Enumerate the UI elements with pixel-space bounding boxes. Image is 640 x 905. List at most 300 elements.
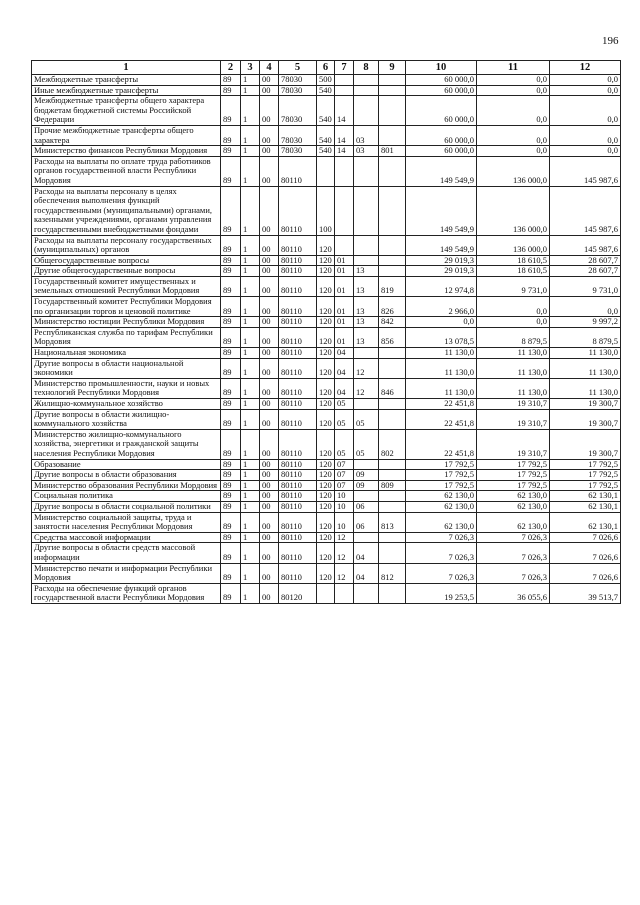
code-cell: 13 <box>354 297 379 317</box>
code-cell: 80110 <box>279 378 317 398</box>
amount-cell: 7 026,3 <box>406 543 477 563</box>
code-cell: 80110 <box>279 276 317 296</box>
code-cell: 89 <box>221 146 241 157</box>
code-cell: 1 <box>241 85 260 96</box>
code-cell: 1 <box>241 125 260 145</box>
column-header-10: 10 <box>406 61 477 75</box>
code-cell: 89 <box>221 459 241 470</box>
code-cell <box>354 255 379 266</box>
table-row <box>32 459 621 470</box>
code-cell: 78030 <box>279 125 317 145</box>
amount-cell: 11 130,0 <box>477 378 550 398</box>
amount-cell: 17 792,5 <box>550 470 621 481</box>
code-cell: 80110 <box>279 348 317 359</box>
row-name-cell: Жилищно-коммунальное хозяйство <box>32 399 221 410</box>
amount-cell: 11 130,0 <box>477 358 550 378</box>
code-cell: 120 <box>317 491 335 502</box>
code-cell: 00 <box>260 543 279 563</box>
code-cell: 89 <box>221 470 241 481</box>
row-name-cell: Другие вопросы в области средств массовой информации <box>32 543 221 563</box>
amount-cell: 145 987,6 <box>550 235 621 255</box>
amount-cell: 29 019,3 <box>406 266 477 277</box>
code-cell <box>335 75 354 86</box>
code-cell: 00 <box>260 255 279 266</box>
code-cell: 01 <box>335 266 354 277</box>
table-row <box>32 297 621 317</box>
amount-cell: 19 300,7 <box>550 429 621 459</box>
code-cell: 89 <box>221 317 241 328</box>
code-cell: 809 <box>379 480 406 491</box>
row-name-cell: Министерство образования Республики Мордовия <box>32 480 221 491</box>
code-cell: 80110 <box>279 235 317 255</box>
code-cell <box>379 358 406 378</box>
code-cell <box>335 85 354 96</box>
code-cell <box>379 543 406 563</box>
code-cell: 00 <box>260 532 279 543</box>
amount-cell: 0,0 <box>477 75 550 86</box>
code-cell: 120 <box>317 348 335 359</box>
code-cell: 78030 <box>279 96 317 126</box>
code-cell: 1 <box>241 470 260 481</box>
code-cell: 00 <box>260 429 279 459</box>
code-cell: 89 <box>221 358 241 378</box>
amount-cell: 9 731,0 <box>550 276 621 296</box>
amount-cell: 62 130,0 <box>406 491 477 502</box>
code-cell: 1 <box>241 297 260 317</box>
table-row <box>32 255 621 266</box>
amount-cell: 28 607,7 <box>550 255 621 266</box>
code-cell: 13 <box>354 276 379 296</box>
code-cell: 89 <box>221 429 241 459</box>
code-cell: 1 <box>241 501 260 512</box>
code-cell <box>354 96 379 126</box>
amount-cell: 62 130,0 <box>477 501 550 512</box>
code-cell <box>335 156 354 186</box>
code-cell: 13 <box>354 327 379 347</box>
code-cell <box>379 96 406 126</box>
code-cell: 89 <box>221 409 241 429</box>
code-cell: 00 <box>260 399 279 410</box>
amount-cell: 7 026,6 <box>550 563 621 583</box>
code-cell: 05 <box>335 399 354 410</box>
amount-cell: 7 026,3 <box>477 532 550 543</box>
table-row <box>32 501 621 512</box>
code-cell: 120 <box>317 297 335 317</box>
code-cell: 500 <box>317 75 335 86</box>
amount-cell: 11 130,0 <box>406 348 477 359</box>
code-cell: 00 <box>260 459 279 470</box>
row-name-cell: Министерство социальной защиты, труда и занятости населения Республики Мордовия <box>32 512 221 532</box>
code-cell: 12 <box>354 358 379 378</box>
code-cell: 04 <box>335 358 354 378</box>
code-cell: 06 <box>354 501 379 512</box>
code-cell: 00 <box>260 85 279 96</box>
code-cell <box>335 186 354 235</box>
code-cell: 120 <box>317 470 335 481</box>
code-cell: 89 <box>221 512 241 532</box>
code-cell <box>379 125 406 145</box>
row-name-cell: Национальная экономика <box>32 348 221 359</box>
amount-cell: 17 792,5 <box>406 459 477 470</box>
column-header-11: 11 <box>477 61 550 75</box>
amount-cell: 12 974,8 <box>406 276 477 296</box>
amount-cell: 39 513,7 <box>550 583 621 603</box>
amount-cell: 11 130,0 <box>550 358 621 378</box>
code-cell <box>379 583 406 603</box>
amount-cell: 9 731,0 <box>477 276 550 296</box>
code-cell: 01 <box>335 276 354 296</box>
code-cell: 1 <box>241 480 260 491</box>
code-cell: 120 <box>317 255 335 266</box>
code-cell: 00 <box>260 512 279 532</box>
code-cell: 100 <box>317 186 335 235</box>
budget-table <box>31 60 621 604</box>
code-cell <box>379 409 406 429</box>
code-cell: 120 <box>317 378 335 398</box>
amount-cell: 7 026,3 <box>477 563 550 583</box>
amount-cell: 18 610,5 <box>477 255 550 266</box>
code-cell: 00 <box>260 317 279 328</box>
table-row <box>32 358 621 378</box>
table-row <box>32 348 621 359</box>
column-header-4: 4 <box>260 61 279 75</box>
code-cell: 89 <box>221 583 241 603</box>
row-name-cell: Общегосударственные вопросы <box>32 255 221 266</box>
code-cell <box>335 235 354 255</box>
code-cell <box>354 75 379 86</box>
table-row <box>32 125 621 145</box>
row-name-cell: Образование <box>32 459 221 470</box>
code-cell: 01 <box>335 255 354 266</box>
code-cell: 80110 <box>279 470 317 481</box>
code-cell: 89 <box>221 563 241 583</box>
code-cell: 120 <box>317 327 335 347</box>
amount-cell: 136 000,0 <box>477 156 550 186</box>
code-cell: 04 <box>335 348 354 359</box>
code-cell: 856 <box>379 327 406 347</box>
code-cell: 1 <box>241 96 260 126</box>
table-body <box>32 75 621 604</box>
amount-cell: 0,0 <box>550 146 621 157</box>
code-cell: 1 <box>241 378 260 398</box>
row-name-cell: Другие вопросы в области жилищно-коммунального хозяйства <box>32 409 221 429</box>
code-cell: 1 <box>241 583 260 603</box>
code-cell: 80110 <box>279 156 317 186</box>
code-cell: 00 <box>260 235 279 255</box>
code-cell <box>354 235 379 255</box>
amount-cell: 62 130,1 <box>550 501 621 512</box>
code-cell: 14 <box>335 125 354 145</box>
row-name-cell: Иные межбюджетные трансферты <box>32 85 221 96</box>
amount-cell: 0,0 <box>550 85 621 96</box>
amount-cell: 0,0 <box>477 317 550 328</box>
code-cell <box>335 583 354 603</box>
code-cell: 1 <box>241 399 260 410</box>
code-cell <box>379 459 406 470</box>
code-cell <box>379 75 406 86</box>
code-cell: 89 <box>221 532 241 543</box>
code-cell: 00 <box>260 358 279 378</box>
code-cell: 80110 <box>279 266 317 277</box>
code-cell: 03 <box>354 146 379 157</box>
code-cell <box>354 85 379 96</box>
code-cell: 05 <box>354 429 379 459</box>
code-cell: 80110 <box>279 297 317 317</box>
code-cell: 1 <box>241 276 260 296</box>
code-cell: 1 <box>241 429 260 459</box>
code-cell: 813 <box>379 512 406 532</box>
code-cell: 120 <box>317 543 335 563</box>
code-cell: 09 <box>354 480 379 491</box>
code-cell: 120 <box>317 266 335 277</box>
code-cell: 14 <box>335 146 354 157</box>
amount-cell: 62 130,1 <box>550 512 621 532</box>
column-header-6: 6 <box>317 61 335 75</box>
code-cell: 89 <box>221 327 241 347</box>
amount-cell: 60 000,0 <box>406 75 477 86</box>
amount-cell: 17 792,5 <box>477 459 550 470</box>
table-row <box>32 491 621 502</box>
code-cell: 120 <box>317 235 335 255</box>
code-cell <box>354 532 379 543</box>
amount-cell: 0,0 <box>550 125 621 145</box>
amount-cell: 11 130,0 <box>406 378 477 398</box>
code-cell: 00 <box>260 480 279 491</box>
table-row <box>32 480 621 491</box>
code-cell <box>354 583 379 603</box>
code-cell <box>379 235 406 255</box>
amount-cell: 0,0 <box>406 317 477 328</box>
code-cell: 80110 <box>279 399 317 410</box>
amount-cell: 8 879,5 <box>477 327 550 347</box>
code-cell: 89 <box>221 75 241 86</box>
code-cell: 00 <box>260 266 279 277</box>
code-cell: 06 <box>354 512 379 532</box>
code-cell: 80110 <box>279 501 317 512</box>
code-cell <box>379 348 406 359</box>
amount-cell: 17 792,5 <box>406 470 477 481</box>
code-cell <box>354 156 379 186</box>
code-cell: 00 <box>260 186 279 235</box>
code-cell: 1 <box>241 327 260 347</box>
code-cell: 120 <box>317 399 335 410</box>
code-cell: 89 <box>221 156 241 186</box>
code-cell: 05 <box>335 429 354 459</box>
amount-cell: 60 000,0 <box>406 96 477 126</box>
code-cell: 80110 <box>279 480 317 491</box>
code-cell: 1 <box>241 459 260 470</box>
amount-cell: 29 019,3 <box>406 255 477 266</box>
row-name-cell: Министерство юстиции Республики Мордовия <box>32 317 221 328</box>
code-cell: 120 <box>317 358 335 378</box>
code-cell: 00 <box>260 125 279 145</box>
column-header-1: 1 <box>32 61 221 75</box>
table-row <box>32 266 621 277</box>
code-cell: 04 <box>354 563 379 583</box>
amount-cell: 19 300,7 <box>550 399 621 410</box>
row-name-cell: Другие вопросы в области социальной политики <box>32 501 221 512</box>
code-cell <box>379 186 406 235</box>
table-row <box>32 378 621 398</box>
code-cell: 1 <box>241 75 260 86</box>
code-cell: 1 <box>241 348 260 359</box>
amount-cell: 0,0 <box>477 146 550 157</box>
amount-cell: 62 130,0 <box>406 512 477 532</box>
code-cell <box>354 459 379 470</box>
amount-cell: 17 792,5 <box>477 470 550 481</box>
amount-cell: 36 055,6 <box>477 583 550 603</box>
table-row <box>32 156 621 186</box>
code-cell <box>379 156 406 186</box>
row-name-cell: Средства массовой информации <box>32 532 221 543</box>
code-cell: 540 <box>317 146 335 157</box>
row-name-cell: Межбюджетные трансферты общего характера бюджетам бюджетной системы Российской Федерации <box>32 96 221 126</box>
code-cell: 80110 <box>279 563 317 583</box>
code-cell: 07 <box>335 470 354 481</box>
amount-cell: 7 026,3 <box>406 563 477 583</box>
table-row <box>32 543 621 563</box>
row-name-cell: Межбюджетные трансферты <box>32 75 221 86</box>
amount-cell: 0,0 <box>550 96 621 126</box>
code-cell: 00 <box>260 146 279 157</box>
code-cell: 05 <box>335 409 354 429</box>
amount-cell: 11 130,0 <box>550 378 621 398</box>
code-cell: 89 <box>221 297 241 317</box>
code-cell: 1 <box>241 543 260 563</box>
amount-cell: 149 549,9 <box>406 235 477 255</box>
code-cell: 89 <box>221 125 241 145</box>
table-row <box>32 186 621 235</box>
row-name-cell: Республиканская служба по тарифам Республики Мордовия <box>32 327 221 347</box>
code-cell: 04 <box>335 378 354 398</box>
code-cell: 01 <box>335 317 354 328</box>
amount-cell: 62 130,0 <box>406 501 477 512</box>
code-cell: 1 <box>241 317 260 328</box>
column-header-5: 5 <box>279 61 317 75</box>
code-cell: 120 <box>317 512 335 532</box>
row-name-cell: Министерство жилищно-коммунального хозяйства, энергетики и гражданской защиты населения Республики Мордовия <box>32 429 221 459</box>
table-row <box>32 146 621 157</box>
code-cell: 1 <box>241 235 260 255</box>
code-cell <box>354 491 379 502</box>
amount-cell: 0,0 <box>550 297 621 317</box>
code-cell: 78030 <box>279 85 317 96</box>
amount-cell: 62 130,0 <box>477 512 550 532</box>
code-cell: 00 <box>260 378 279 398</box>
code-cell: 1 <box>241 186 260 235</box>
row-name-cell: Государственный комитет Республики Мордовия по организации торгов и ценовой политике <box>32 297 221 317</box>
amount-cell: 22 451,8 <box>406 399 477 410</box>
code-cell: 12 <box>335 543 354 563</box>
code-cell: 00 <box>260 276 279 296</box>
amount-cell: 62 130,0 <box>477 491 550 502</box>
code-cell: 120 <box>317 409 335 429</box>
amount-cell: 19 310,7 <box>477 399 550 410</box>
amount-cell: 19 310,7 <box>477 429 550 459</box>
table-row <box>32 470 621 481</box>
code-cell: 80110 <box>279 543 317 563</box>
code-cell <box>354 348 379 359</box>
row-name-cell: Расходы на выплаты персоналу в целях обеспечения выполнения функций государственными (муниципальными) органами, казенными учреждениями, органами управления государственными внебюджетными фондами <box>32 186 221 235</box>
code-cell <box>379 85 406 96</box>
code-cell: 80110 <box>279 358 317 378</box>
amount-cell: 60 000,0 <box>406 125 477 145</box>
code-cell: 89 <box>221 399 241 410</box>
code-cell: 09 <box>354 470 379 481</box>
code-cell: 89 <box>221 480 241 491</box>
code-cell: 120 <box>317 532 335 543</box>
code-cell: 120 <box>317 276 335 296</box>
code-cell: 89 <box>221 378 241 398</box>
amount-cell: 0,0 <box>550 75 621 86</box>
code-cell <box>379 470 406 481</box>
amount-cell: 11 130,0 <box>406 358 477 378</box>
code-cell: 13 <box>354 317 379 328</box>
code-cell: 00 <box>260 96 279 126</box>
amount-cell: 22 451,8 <box>406 429 477 459</box>
table-row <box>32 563 621 583</box>
code-cell: 819 <box>379 276 406 296</box>
code-cell: 80110 <box>279 459 317 470</box>
amount-cell: 13 078,5 <box>406 327 477 347</box>
column-header-8: 8 <box>354 61 379 75</box>
amount-cell: 22 451,8 <box>406 409 477 429</box>
amount-cell: 2 966,0 <box>406 297 477 317</box>
code-cell <box>379 532 406 543</box>
row-name-cell: Государственный комитет имущественных и земельных отношений Республики Мордовия <box>32 276 221 296</box>
table-row <box>32 512 621 532</box>
amount-cell: 8 879,5 <box>550 327 621 347</box>
table-row <box>32 409 621 429</box>
code-cell: 14 <box>335 96 354 126</box>
amount-cell: 149 549,9 <box>406 186 477 235</box>
table-row <box>32 399 621 410</box>
code-cell: 120 <box>317 480 335 491</box>
code-cell: 07 <box>335 459 354 470</box>
code-cell <box>317 156 335 186</box>
table-row <box>32 583 621 603</box>
code-cell: 12 <box>335 532 354 543</box>
amount-cell: 11 130,0 <box>477 348 550 359</box>
code-cell <box>379 266 406 277</box>
amount-cell: 17 792,5 <box>406 480 477 491</box>
code-cell <box>354 399 379 410</box>
code-cell: 540 <box>317 96 335 126</box>
code-cell: 10 <box>335 501 354 512</box>
header-row <box>32 61 621 75</box>
amount-cell: 0,0 <box>477 297 550 317</box>
amount-cell: 0,0 <box>477 96 550 126</box>
table-row <box>32 532 621 543</box>
amount-cell: 17 792,5 <box>550 480 621 491</box>
code-cell: 1 <box>241 491 260 502</box>
code-cell: 1 <box>241 156 260 186</box>
code-cell: 1 <box>241 409 260 429</box>
code-cell: 1 <box>241 146 260 157</box>
amount-cell: 28 607,7 <box>550 266 621 277</box>
code-cell: 00 <box>260 583 279 603</box>
amount-cell: 17 792,5 <box>477 480 550 491</box>
row-name-cell: Министерство печати и информации Республики Мордовия <box>32 563 221 583</box>
row-name-cell: Министерство промышленности, науки и новых технологий Республики Мордовия <box>32 378 221 398</box>
code-cell: 826 <box>379 297 406 317</box>
code-cell: 89 <box>221 348 241 359</box>
code-cell <box>354 186 379 235</box>
code-cell: 80110 <box>279 186 317 235</box>
code-cell: 120 <box>317 563 335 583</box>
row-name-cell: Расходы на выплаты персоналу государственных (муниципальных) органов <box>32 235 221 255</box>
code-cell: 04 <box>354 543 379 563</box>
